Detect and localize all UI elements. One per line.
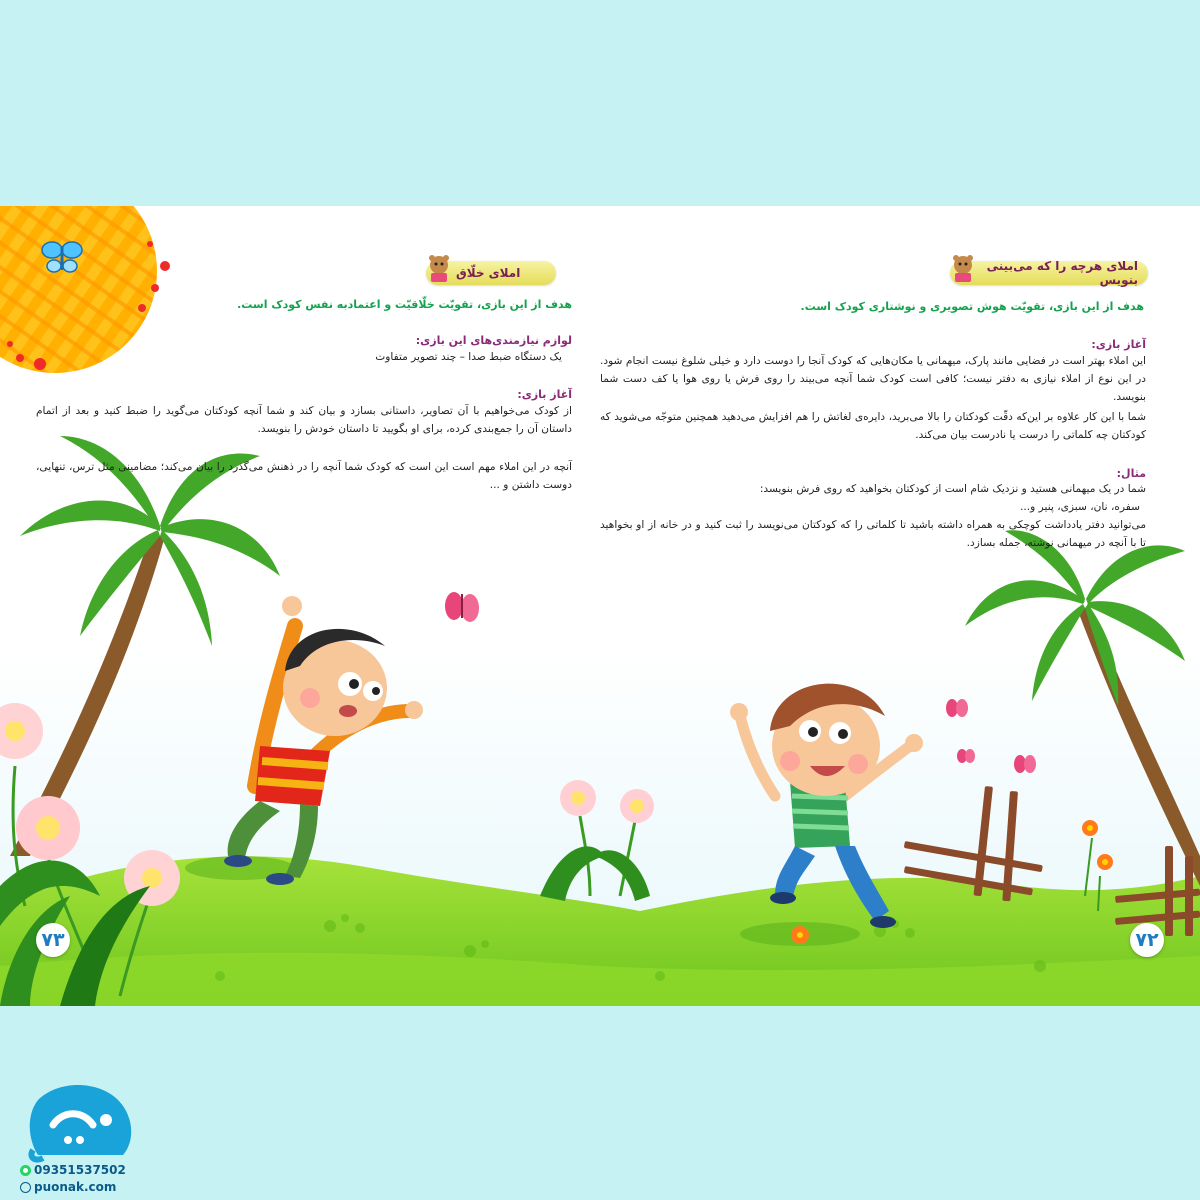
whatsapp-icon bbox=[20, 1165, 31, 1176]
right-page-start-text-2: شما با این کار علاوه بر این‌که دقّت کودکتان را بالا می‌برید، دایره‌ی لغاتش را هم افزایش می‌دهید همچنین متوجّه می‌شوید که کودکتان چه کلماتی را درست یا نادرست بیان می‌کند. bbox=[600, 411, 1146, 441]
right-page bbox=[600, 206, 1200, 1006]
left-page-start-text-2: آنچه در این املاء مهم است این است که کودک شما آنچه را در ذهنش می‌گذرد را بیان می‌کند؛ مضامینی مثل ترس، تنهایی، دوست داشتن و ... bbox=[36, 461, 572, 491]
book-spread bbox=[0, 206, 1200, 1006]
left-page-supplies-text: یک دستگاه ضبط صدا – چند تصویر متفاوت bbox=[375, 351, 562, 363]
right-page-start-text-1: این املاء بهتر است در فضایی مانند پارک، میهمانی یا مکان‌هایی که کودک آنجا را دوست دارد و خیلی شلوغ نیست انجام شود. در این نوع از املاء نیازی به دفتر نیست؛ کافی است کودک شما آنچه می‌بیند را روی فرش یا روی هوا یا کف دست شما بنویسد. bbox=[600, 355, 1146, 403]
page-number-left: ۷۳ bbox=[36, 923, 70, 957]
globe-icon bbox=[20, 1182, 31, 1193]
mascot-icon bbox=[424, 253, 454, 283]
mascot-icon bbox=[948, 253, 978, 283]
puonak-logo bbox=[8, 1080, 148, 1195]
right-page-example-text-2: سفره، نان، سبزی، پنیر و... bbox=[1020, 501, 1140, 513]
left-page-start-text-1: از کودک می‌خواهیم با آن تصاویر، داستانی بسازد و بیان کند و شما آنچه کودکتان می‌گوید را ضبط کنید و بعد از اتمام داستان آن را جمع‌بندی کرده، برای او بگویید تا داستان خودش را بنویسد. bbox=[36, 405, 572, 435]
left-page bbox=[0, 206, 600, 1006]
right-page-example-text-1: شما در یک میهمانی هستید و نزدیک شام است از کودکتان بخواهید که روی فرش بنویسد: bbox=[759, 483, 1146, 495]
left-page-supplies-heading: لوازم نیازمندی‌های این بازی: bbox=[415, 334, 572, 347]
right-page-title: املای هرچه را که می‌بینی بنویس bbox=[986, 259, 1138, 287]
right-page-start-heading: آغاز بازی: bbox=[1091, 338, 1146, 351]
watermark-website-text: puonak.com bbox=[34, 1180, 117, 1194]
left-page-goal: هدف از این بازی، تقویّت خلّاقیّت و اعتمادبه نفس کودک است. bbox=[237, 298, 572, 311]
right-page-title-pill bbox=[950, 261, 1148, 285]
page-number-right: ۷۲ bbox=[1130, 923, 1164, 957]
left-page-start-heading: آغاز بازی: bbox=[517, 388, 572, 401]
right-page-example-text-3: می‌توانید دفتر یادداشت کوچکی به همراه داشته باشید تا کلماتی را که کودکتان می‌نویسد را ثبت کنید و در خانه از او بخواهید تا با آنچه در میهمانی نوشته، جمله بسازد. bbox=[600, 519, 1146, 549]
right-page-goal: هدف از این بازی، تقویّت هوش تصویری و نوشتاری کودک است. bbox=[800, 300, 1144, 313]
left-page-title: املای خلّاق bbox=[456, 266, 521, 280]
watermark-website bbox=[20, 1180, 116, 1194]
watermark-phone-text: 09351537502 bbox=[34, 1163, 126, 1177]
watermark-phone bbox=[20, 1163, 126, 1177]
right-page-example-heading: مثال: bbox=[1116, 467, 1146, 480]
